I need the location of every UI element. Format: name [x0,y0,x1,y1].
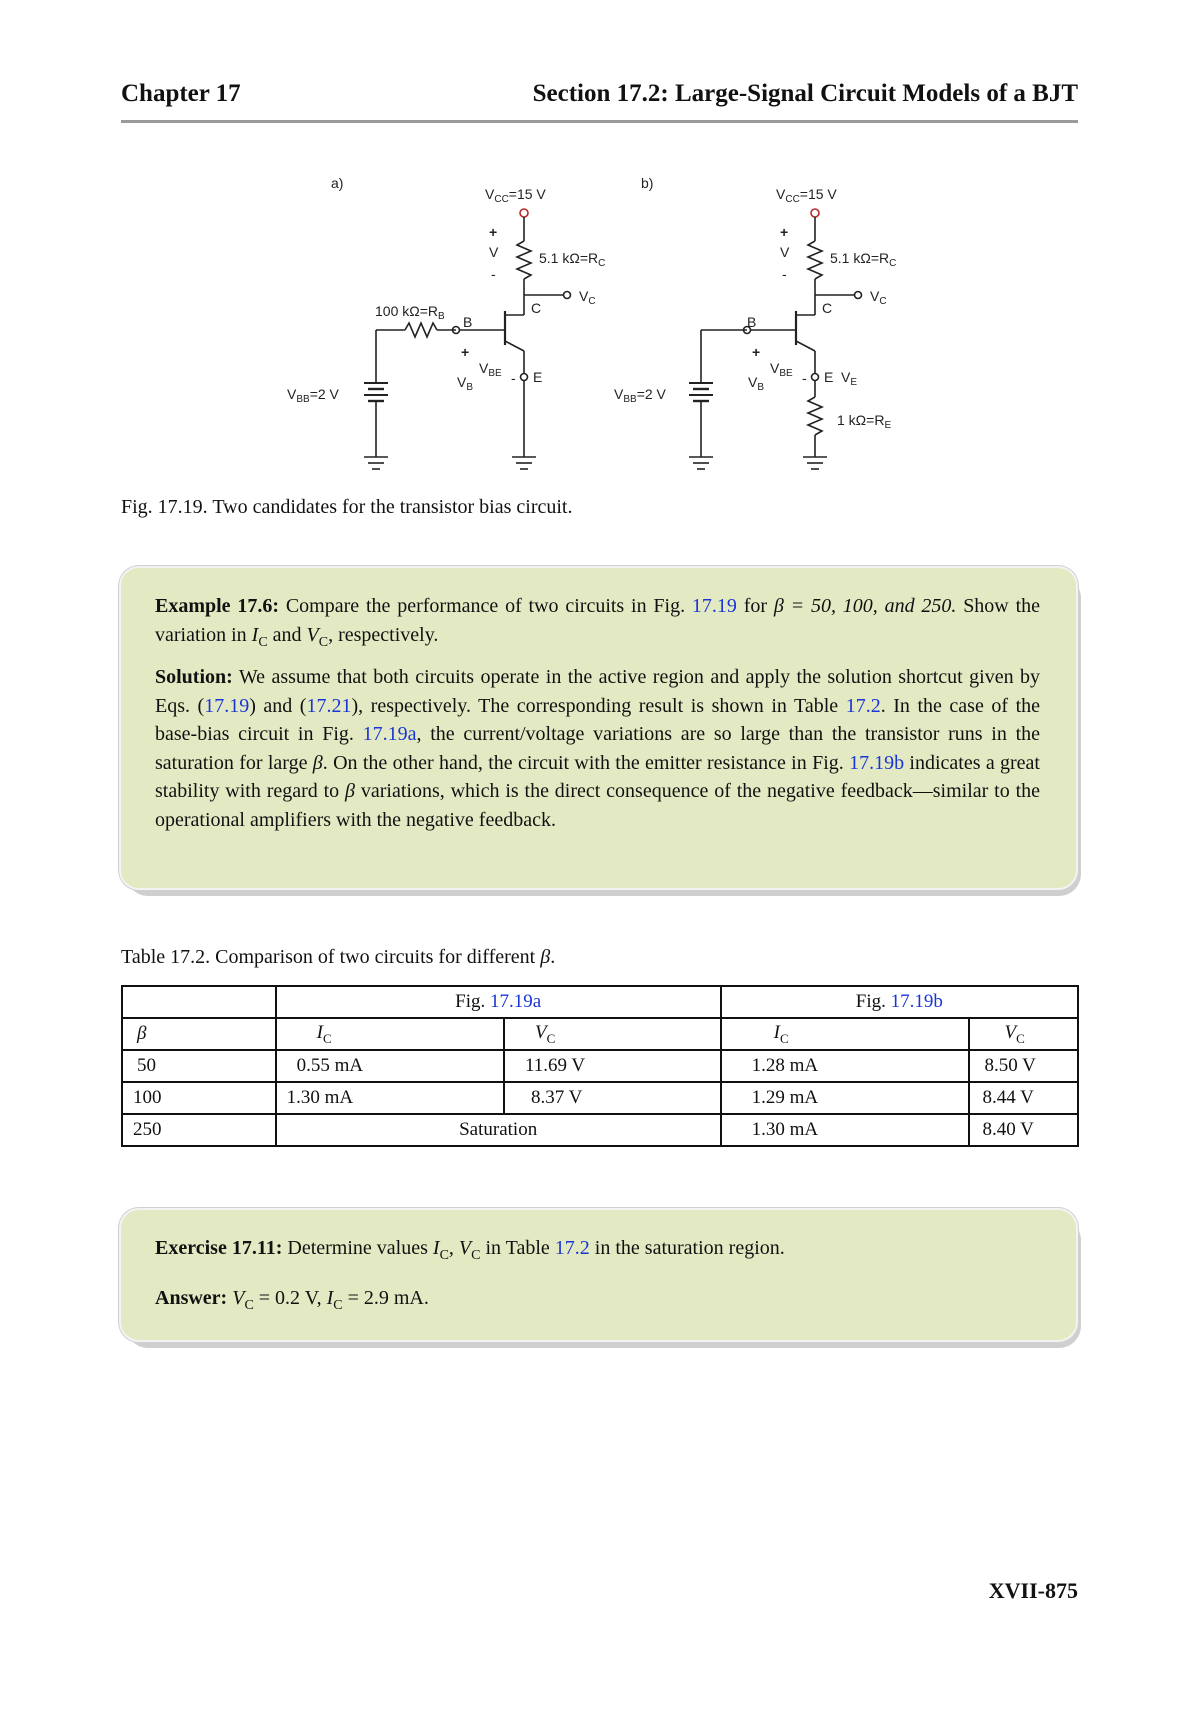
v-label-b: V [780,244,790,260]
b-label-a: B [463,314,473,330]
cell-ic-b: 1.30 mA [721,1114,970,1146]
example-text-1: Compare the performance of two circuits in Fig. [285,595,686,617]
exercise-statement: Exercise 17.11: Determine values $I_C$, $V_C$ in Table 17.2 in the saturation region. [155,1237,785,1263]
vbe-label-b: $V_{BE}$ [770,360,793,379]
solution-text-7: indicates a great stability with regard to [155,751,1040,802]
example-text-2: for [743,595,768,617]
beta-values: β = 50, 100, and 250. [773,595,957,617]
solution-paragraph [155,663,1040,834]
vcc-label-a: $V_{CC}=15$ V [485,186,546,205]
e-label-a: E [533,369,543,385]
vcc-label-b: $V_{CC}=15$ V [776,186,837,205]
col-beta: β [122,1018,276,1050]
vbe-minus-a: - [511,370,516,386]
cell-ic-a: 1.30 mA [276,1082,504,1114]
fig-a-link[interactable]: 17.19a [362,723,417,745]
solution-text-4: . In the case of the base-bias circuit in Fig. [155,694,1040,745]
solution-text-3: ), respectively. The corresponding result is shown in Table [351,694,839,717]
answer-i: $I_C$ [326,1287,343,1313]
vc-symbol: $V_C$ [306,623,329,650]
header-fig-a-link[interactable]: 17.19a [489,991,542,1012]
cell-vc-b: 8.40 V [969,1114,1078,1146]
re-label-b: 1 $k\Omega=R_E$ [837,412,892,431]
answer-title: Answer: [155,1287,228,1309]
comparison-table [121,985,1079,1147]
example-text-4: , respectively. [328,623,439,646]
exercise-text-3: in the saturation region. [594,1237,785,1259]
c-label-a: C [531,300,542,316]
cell-beta: 100 [122,1082,276,1114]
circuit-figure [121,165,1081,485]
cell-beta: 50 [122,1050,276,1082]
vb-label-a: $V_B$ [457,374,474,393]
cell-saturation: Saturation [276,1114,721,1146]
example-text [155,592,1040,840]
vbe-plus-a: + [461,344,470,360]
col-vc-a: $V_C$ [504,1018,721,1050]
exercise-text [155,1233,1040,1327]
answer-v: $V_C$ [232,1287,254,1313]
table-link[interactable]: 17.2 [845,694,881,717]
fig-link[interactable]: 17.19 [691,595,737,617]
cell-beta: 250 [122,1114,276,1146]
vbe-plus-b: + [752,344,761,360]
beta-symbol: β [312,751,323,774]
answer-i-value: = 2.9 mA. [342,1287,429,1309]
solution-text-8: variations, which is the direct consequence of the negative feedback—similar to the operational amplifiers with the negative feedback. [155,780,1040,831]
col-ic-a: $I_C$ [276,1018,504,1050]
v-label-a: V [489,244,499,260]
table-row [122,1050,1078,1082]
example-text-3: Show the variation in [155,595,1040,646]
fig-label-b: b) [641,175,654,191]
table-header-row-1 [122,986,1078,1018]
exercise-ic: $I_C$ [432,1237,449,1263]
solution-title: Solution: [155,666,233,688]
plus-label-a: + [489,224,498,240]
minus-label-a: - [491,266,496,282]
exercise-text-1: Determine values [287,1237,428,1259]
page-number: XVII-875 [988,1578,1078,1603]
exercise-title: Exercise 17.11: [155,1237,283,1259]
page-header [121,80,1078,123]
c-label-b: C [822,300,833,316]
vbb-label-b: $V_{BB}=2$ V [614,386,666,405]
table-header-row-2 [122,1018,1078,1050]
cell-vc-a: 8.37 V [504,1082,721,1114]
example-statement [155,592,1040,657]
rb-label-a: 100 $k\Omega=R_B$ [375,303,445,322]
b-label-b: B [747,314,757,330]
beta-symbol-2: β [345,780,356,802]
section-title: Section 17.2: Large-Signal Circuit Models of a BJT [532,80,1078,107]
vb-label-b: $V_B$ [748,374,765,393]
vbb-label-a: $V_{BB}=2$ V [287,386,339,405]
header-fig-b: Fig. 17.19b [721,986,1078,1018]
minus-label-b: - [782,266,787,282]
exercise-answer [155,1283,1040,1321]
exercise-table-link[interactable]: 17.2 [554,1237,590,1259]
plus-label-b: + [780,224,789,240]
vbe-minus-b: - [802,370,807,386]
ic-symbol: $I_C$ [251,623,268,650]
cell-ic-b: 1.28 mA [721,1050,970,1082]
col-vc-b: $V_C$ [969,1018,1078,1050]
example-text-and: and [272,623,302,646]
table-row [122,1082,1078,1114]
header-fig-b-link[interactable]: 17.19b [890,991,943,1012]
answer-v-value: = 0.2 V, [253,1287,322,1309]
rc-label-a: 5.1 $k\Omega=R_C$ [539,250,606,269]
cell-ic-b: 1.29 mA [721,1082,970,1114]
eq-link-1721[interactable]: 17.21 [306,694,352,717]
cell-ic-a: 0.55 mA [276,1050,504,1082]
exercise-vc: $V_C$ [458,1237,481,1263]
solution-text-5: , the current/voltage variations are so large than the transistor runs in the saturation for large [155,723,1040,774]
exercise-text-2: in Table [485,1237,550,1259]
example-title: Example 17.6: [155,595,280,617]
cell-vc-b: 8.44 V [969,1082,1078,1114]
solution-text-2: ) and ( [249,694,307,717]
ve-label-b: $V_E$ [841,369,858,388]
fig-label-a: a) [331,175,344,191]
vc-label-b: $V_C$ [870,288,887,307]
header-fig-a: Fig. 17.19a [276,986,721,1018]
col-ic-b: $I_C$ [721,1018,970,1050]
e-label-b: E [824,369,834,385]
table-row [122,1114,1078,1146]
cell-vc-a: 11.69 V [504,1050,721,1082]
table-caption: Table 17.2. Comparison of two circuits for different β. [121,946,556,968]
vc-label-a: $V_C$ [579,288,596,307]
solution-text-1: We assume that both circuits operate in the active region and apply the solution shortcut given by Eqs. ( [155,666,1041,717]
header-empty [122,986,276,1018]
cell-vc-b: 8.50 V [969,1050,1078,1082]
eq-link-1719[interactable]: 17.19 [204,694,250,717]
fig-b-link[interactable]: 17.19b [849,751,905,774]
rc-label-b: 5.1 $k\Omega=R_C$ [830,250,897,269]
figure-caption: Fig. 17.19. Two candidates for the transistor bias circuit. [121,496,573,518]
chapter-title: Chapter 17 [121,80,241,107]
vbe-label-a: $V_{BE}$ [479,360,502,379]
solution-text-6: . On the other hand, the circuit with the emitter resistance in Fig. [322,751,844,774]
